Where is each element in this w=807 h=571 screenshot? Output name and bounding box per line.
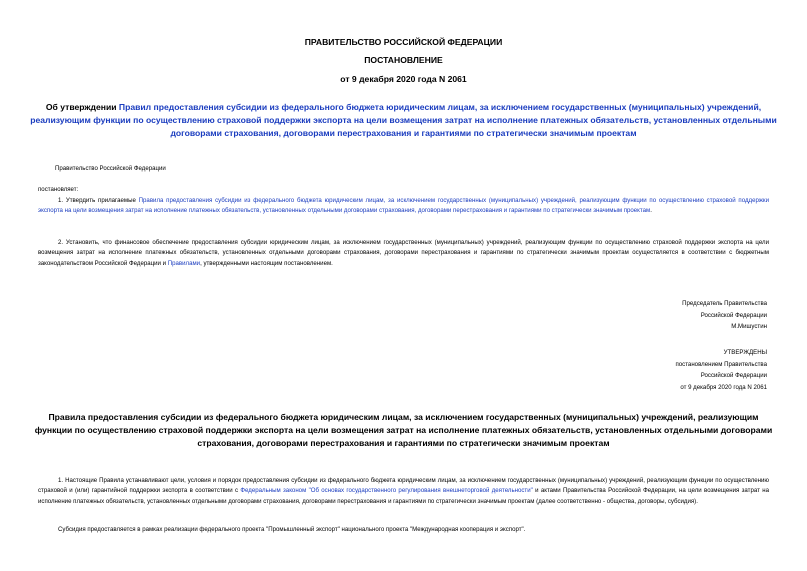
document-type: ПОСТАНОВЛЕНИЕ	[364, 55, 443, 65]
title-prefix: Об утверждении	[45, 102, 119, 112]
rules-paragraph-1-prefix: 1. Настоящие Правила устанавливают цели, условия и порядок предоставления субсидии из федерального бюджета юридическим лицам, за исключением государственных (муниципальных) учреждений, реализующим функции по осуществлению страховой и (или) гарантийной поддержки экспорта в соответствии с	[38, 477, 769, 495]
signature-organization: Российской Федерации	[700, 311, 767, 319]
paragraph-1	[38, 196, 769, 217]
rules-paragraph-2: Субсидия предоставляется в рамках реализации федерального проекта "Промышленный экспорт" национального проекта "Международная кооперация и экспорт".	[58, 526, 526, 533]
paragraph-2	[38, 238, 769, 269]
paragraph-1-rules-link[interactable]: Правила предоставления субсидии из федерального бюджета юридическим лицам, за исключением государственных (муниципальных) учреждений, реализующим функции по осуществлению страховой поддержки экспорта на цели возмещения затрат на исполнение платежных обязательств, установленных отдельными договорами страхования, договорами перестрахования и гарантиями по стратегически значимым проектам	[38, 197, 769, 215]
approval-by: постановлением Правительства	[675, 360, 767, 368]
title-rules-link[interactable]: Правил предоставления субсидии из федерального бюджета юридическим лицам, за исключением государственных (муниципальных) учреждений, реализующим функции по осуществлению страховой поддержки экспорта на цели возмещения затрат на исполнение платежных обязательств, установленных отдельными договорами страхования, договорами перестрахования и гарантиями по стратегически значимым проектам	[30, 102, 777, 139]
document-date-number: от 9 декабря 2020 года N 2061	[340, 74, 467, 84]
resolves-label: постановляет:	[38, 186, 79, 193]
paragraph-2-prefix: 2. Установить, что финансовое обеспечение предоставления субсидии юридическим лицам, за исключением государственных (муниципальных) учреждений, реализующим функции по осуществлению страховой поддержки экспорта на цели возмещения затрат на исполнение платежных обязательств, установленных отдельными договорами страхования, договорами перестрахования и гарантиями по стратегически значимым проектам осуществляется в соответствии с бюджетным законодательством Российской Федерации и	[38, 239, 769, 267]
paragraph-2-suffix: , утвержденными настоящим постановлением.	[200, 259, 333, 267]
approval-organization: Российской Федерации	[700, 372, 767, 380]
paragraph-1-suffix: .	[650, 207, 652, 215]
signature-position: Председатель Правительства	[682, 300, 767, 307]
signature-name: М.Мишустин	[731, 323, 767, 331]
approval-date: от 9 декабря 2020 года N 2061	[680, 384, 767, 392]
issuing-authority: ПРАВИТЕЛЬСТВО РОССИЙСКОЙ ФЕДЕРАЦИИ	[304, 37, 503, 47]
signature-block	[682, 298, 767, 333]
paragraph-1-prefix: 1. Утвердить прилагаемые	[58, 197, 139, 204]
approval-heading: УТВЕРЖДЕНЫ	[723, 349, 767, 356]
paragraph-2-rules-link[interactable]: Правилами	[167, 259, 201, 267]
government-label: Правительство Российской Федерации	[55, 165, 166, 172]
approval-stamp	[675, 347, 767, 394]
rules-title: Правила предоставления субсидии из федерального бюджета юридическим лицам, за исключением государственных (муниципальных) учреждений, реализующим функции по осуществлению страховой поддержки экспорта на цели возмещения затрат на исполнение платежных обязательств, установленных отдельными договорами страхования, договорами перестрахования и гарантиями по стратегически значимым проектам	[34, 412, 773, 449]
rules-paragraph-1-suffix: и актами Правительства Российской Федерации, на цели возмещения затрат на исполнение платежных обязательств, установленных отдельными договорами страхования, договорами перестрахования и гарантиями по стратегически значимым проектам (далее соответственно - общества, договоры, субсидия).	[38, 487, 769, 505]
federal-law-link[interactable]: Федеральным законом "Об основах государственного регулирования внешнеторговой деятельности"	[240, 487, 533, 495]
rules-paragraph-1	[38, 476, 769, 507]
document-title	[30, 101, 777, 141]
